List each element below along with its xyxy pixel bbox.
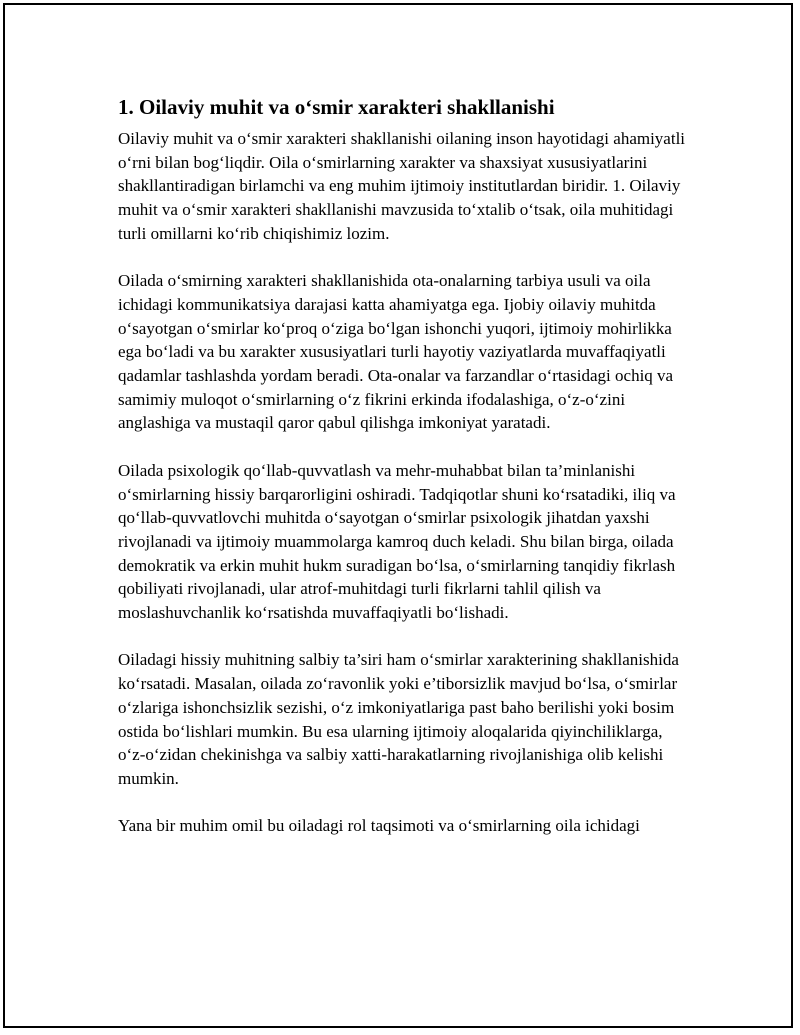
- paragraph-3: Oilada psixologik qo‘llab-quvvatlash va mehr-muhabbat bilan ta’minlanishi o‘smirlarning hissiy barqarorligini oshiradi. Tadqiqotlar shuni ko‘rsatadiki, iliq va qo‘llab-quvvatlovchi muhitda o‘sayotgan o‘smirlar psixologik jihatdan yaxshi rivojlanadi va ijtimoiy muammolarga kamroq duch keladi. Shu bilan birga, oilada demokratik va erkin muhit hukm suradigan bo‘lsa, o‘smirlarning tanqidiy fikrlash qobiliyati rivojlanadi, ular atrof-muhitdagi turli fikrlarni tahlil qilish va moslashuvchanlik ko‘rsatishda muvaffaqiyatli bo‘lishadi.: [118, 460, 676, 623]
- paragraph-2: Oilada o‘smirning xarakteri shakllanishida ota-onalarning tarbiya usuli va oila ichidagi kommunikatsiya darajasi katta ahamiyatga ega. Ijobiy oilaviy muhitda o‘sayotgan o‘smirlar ko‘proq o‘ziga bo‘lgan ishonchi yuqori, ijtimoiy mohirlikka ega bo‘ladi va bu xarakter xususiyatlari turli hayotiy vaziyatlarda muvaffaqiyatli qadamlar tashlashda yordam beradi. Ota-onalar va farzandlar o‘rtasidagi ochiq va samimiy muloqot o‘smirlarning o‘z fikrini erkinda ifodalashiga, o‘z-o‘zini anglashiga va mustaqil qaror qabul qilishga imkoniyat yaratadi.: [118, 271, 674, 433]
- paragraph-1: Oilaviy muhit va o‘smir xarakteri shakllanishi oilaning inson hayotidagi ahamiyatli o‘rni bilan bog‘liqdir. Oila o‘smirlarning xarakter va shaxsiyat xususiyatlarini shakllantiradigan birlamchi va eng muhim ijtimoiy institutlardan biridir. 1. Oilaviy muhit va o‘smir xarakteri shakllanishi mavzusida to‘xtalib o‘tsak, oila muhitidagi turli omillarni ko‘rib chiqishimiz lozim.: [118, 129, 686, 243]
- paragraph-5: Yana bir muhim omil bu oiladagi rol taqsimoti va o‘smirlarning oila ichidagi: [118, 816, 640, 836]
- paragraph-4: Oiladagi hissiy muhitning salbiy ta’siri ham o‘smirlar xarakterining shakllanishida ko‘rsatadi. Masalan, oilada zo‘ravonlik yoki e’tiborsizlik mavjud bo‘lsa, o‘smirlar o‘zlariga ishonchsizlik sezishi, o‘z imkoniyatlariga past baho berilishi yoki bosim ostida bo‘lishlari mumkin. Bu esa ularning ijtimoiy aloqalarida qiyinchiliklarga, o‘z-o‘zidan chekinishga va salbiy xatti-harakatlarning rivojlanishiga olib kelishi mumkin.: [118, 650, 679, 788]
- document-body: [118, 93, 686, 862]
- section-heading: 1. Oilaviy muhit va o‘smir xarakteri shakllanishi: [118, 95, 555, 119]
